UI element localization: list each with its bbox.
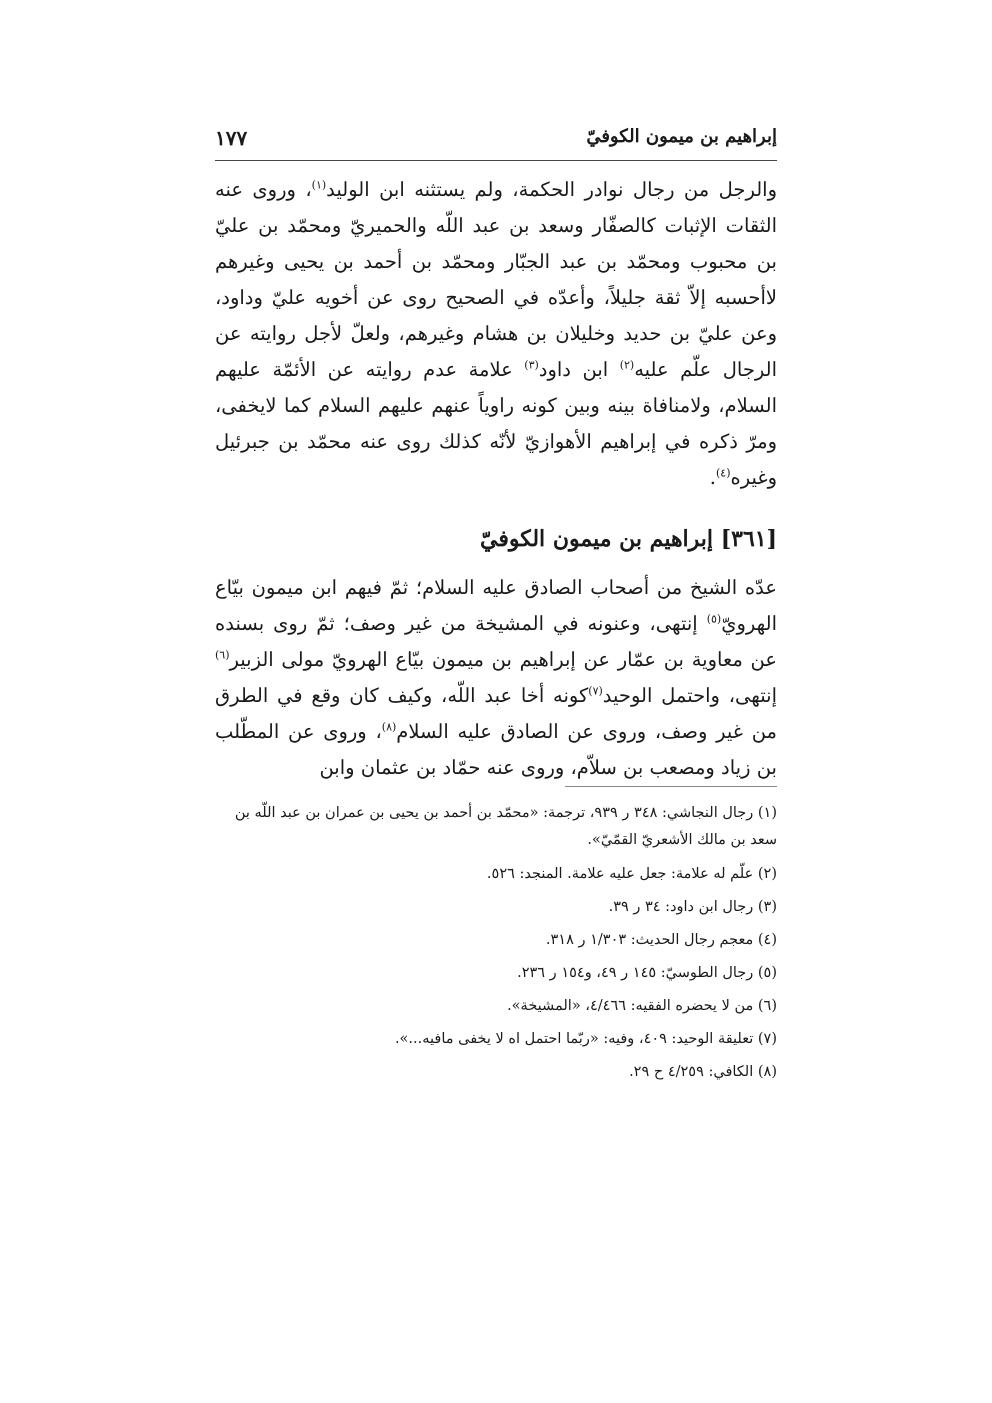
text-segment: .: [709, 466, 716, 489]
footnote-ref-1: (١): [311, 178, 327, 192]
text-segment: عدّه الشيخ من أصحاب الصادق عليه السلام؛ ثمّ فيهم ابن ميمون بيّاع الهرويّ: [215, 576, 777, 635]
text-segment: كونه أخا عبد اللّه، وكيف كان وقع في الطرق من غير وصف، وروى عن الصادق عليه السلام: [215, 684, 777, 743]
running-title: إبراهيم بن ميمون الكوفيّ: [586, 126, 777, 147]
text-segment: إنتهى، وعنونه في المشيخة من غير وصف؛ ثمّ روى بسنده عن معاوية بن عمّار عن إبراهيم بن ميمون بيّاع الهرويّ مولى الزبير: [215, 612, 777, 671]
text-segment: إنتهى، واحتمل الوحيد: [602, 684, 777, 707]
footnote-ref-4: (٤): [716, 466, 731, 480]
footnote-8: (٨) الكافي: ٤/٢٥٩ ح ٢٩.: [629, 1064, 777, 1080]
entry-heading: [٣٦١] إبراهيم بن ميمون الكوفيّ: [479, 526, 777, 552]
footnote-separator: [565, 786, 777, 787]
footnote-ref-7: (٧): [588, 684, 603, 698]
footnote-ref-8: (٨): [381, 720, 397, 734]
footnote-ref-3: (٣): [524, 358, 539, 372]
footnote-ref-6: (٦): [215, 648, 230, 662]
text-segment: علامة عدم روايته عن الأئمّة عليهم السلام، ولامنافاة بينه وبين كونه راوياً عنهم عليهم السلام كما لايخفى، ومرّ ذكره في إبراهيم الأهوازيّ لأنّه كذلك روى عنه محمّد بن جبرئيل وغيره: [215, 358, 777, 489]
footnote-5: (٥) رجال الطوسيّ: ١٤٥ ر ٤٩، و١٥٤ ر ٢٣٦.: [517, 965, 777, 981]
running-header: [215, 120, 777, 161]
footnote-4: (٤) معجم رجال الحديث: ١/٣٠٣ ر ٣١٨.: [545, 932, 777, 948]
text-segment: ، وروى عن المطّلب بن زياد ومصعب بن سلاّم، وروى عنه حمّاد بن عثمان وابن: [215, 720, 777, 779]
text-segment: ، وروى عنه الثقات الإثبات كالصفّار وسعد بن عبد اللّه والحميريّ ومحمّد بن عليّ بن محبوب ومحمّد بن عبد الجبّار ومحمّد بن أحمد بن يحيى وغيرهم لاأحسبه إلاّ ثقة جليلاً، وأعدّه في الصحيح روى عن أخويه عليّ وداود، وعن عليّ بن حديد وخليلان بن هشام وغيرهم، ولعلّ لأجل روايته عن الرجال علّم عليه: [215, 178, 777, 381]
text-segment: ابن داود: [538, 358, 620, 381]
page-number: ١٧٧: [215, 126, 248, 150]
footnote-ref-5: (٥): [706, 612, 722, 626]
footnote-6: (٦) من لا يحضره الفقيه: ٤/٤٦٦، «المشيخة».: [507, 998, 777, 1014]
paragraph-2: [215, 570, 777, 786]
footnote-3: (٣) رجال ابن داود: ٣٤ ر ٣٩.: [608, 899, 777, 915]
footnote-1: (١) رجال النجاشي: ٣٤٨ ر ٩٣٩، ترجمة: «محمّد بن أحمد بن يحيى بن عمران بن عبد اللّه بن سعد بن مالك الأشعريّ القمّيّ».: [234, 805, 777, 848]
main-text: [215, 172, 777, 786]
footnotes: [215, 800, 777, 1089]
footnote-7: (٧) تعليقة الوحيد: ٤٠٩، وفيه: «ربّما احتمل اه لا يخفى مافيه...».: [394, 1031, 777, 1047]
footnote-2: (٢) علّم له علامة: جعل عليه علامة. المنجد: ٥٢٦.: [486, 866, 777, 882]
footnote-ref-2: (٢): [619, 358, 635, 372]
text-segment: والرجل من رجال نوادر الحكمة، ولم يستثنه ابن الوليد: [326, 178, 777, 201]
paragraph-1: [215, 172, 777, 496]
